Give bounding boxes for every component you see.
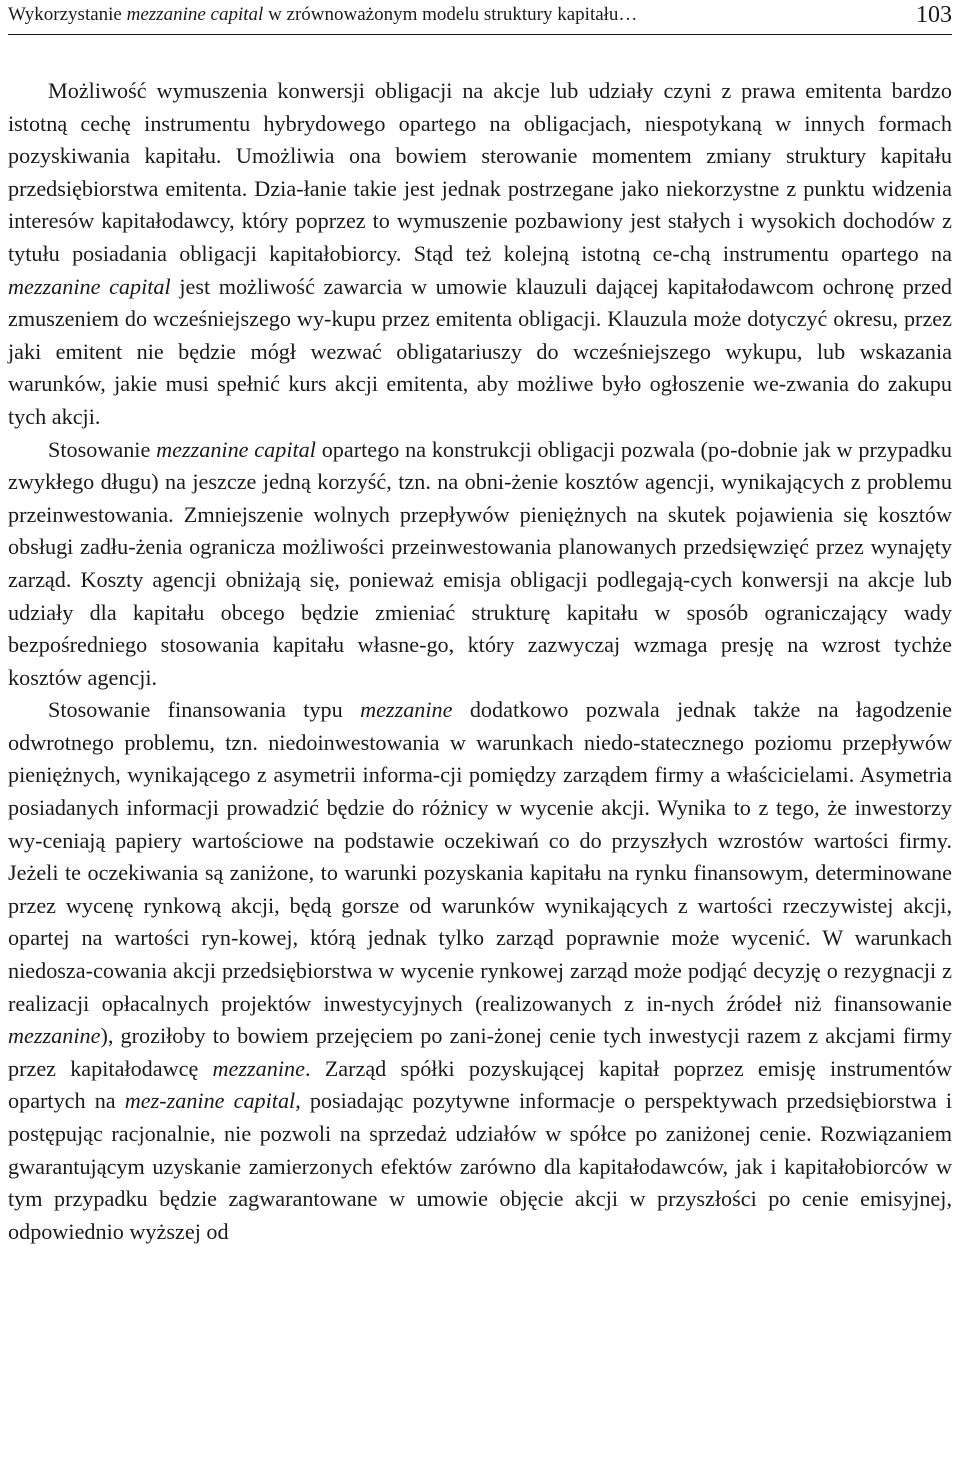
text-run: Stosowanie finansowania typu: [48, 697, 361, 723]
text-run: Możliwość wymuszenia konwersji obligacji na akcje lub udziały czyni z prawa emitenta bardzo istotną cechę instrumentu hybrydowego opartego na obligacjach, niespotykaną w innych formach pozyskiwania kapitału. Umożliwia ona bowiem sterowanie momentem zmiany struktury kapitału przedsiębiorstwa emitenta. Dzia-łanie takie jest jednak postrzegane jako niekorzystne z punktu widzenia interesów kapitałodawcy, który poprzez to wymuszenie pozbawiony jest stałych i wysokich dochodów z tytułu posiadania obligacji kapitałobiorcy. Stąd też kolejną istotną ce-chą instrumentu opartego na: [8, 78, 952, 266]
running-header: [8, 0, 952, 35]
paragraph-3: [8, 694, 952, 1248]
italic-term: mezzanine capital: [8, 273, 171, 299]
paragraph-2: [8, 434, 952, 695]
text-run: jest możliwość zawarcia w umowie klauzuli dającej kapitałodawcom ochronę przed zmuszeniem do wcześniejszego wy-kupu przez emitenta obligacji. Klauzula może dotyczyć okresu, przez jaki emitent nie będzie mógł wezwać obligatariuszy do wcześniejszego wykupu, lub wskazania warunków, jakie musi spełnić kurs akcji emitenta, aby możliwe było ogłoszenie we-zwania do zakupu tych akcji.: [8, 273, 952, 429]
page-number: 103: [916, 2, 952, 28]
italic-term: mezzanine: [8, 1023, 101, 1049]
italic-term: mez-zanine capital: [124, 1088, 296, 1114]
text-run: . Zarząd spółki pozyskującej kapitał poprzez emisję instrumentów opartych na: [8, 1055, 952, 1114]
running-title-text: w zrównoważonym modelu struktury kapitału…: [263, 4, 638, 25]
text-run: Stosowanie: [48, 436, 157, 462]
text-run: dodatkowo pozwala jednak także na łagodzenie odwrotnego problemu, tzn. niedoinwestowania w warunkach niedo-statecznego poziomu przepływów pieniężnych, wynikającego z asymetrii informa-cji pomiędzy zarządem firmy a właścicielami. Asymetria posiadanych informacji prowadzić będzie do różnicy w wycenie akcji. Wynika to z tego, że inwestorzy wy-ceniają papiery wartościowe na podstawie oczekiwań co do przyszłych wzrostów wartości firmy. Jeżeli te oczekiwania są zaniżone, to warunki pozyskania kapitału na rynku finansowym, determinowane przez wycenę rynkową akcji, będą gorsze od warunków wynikających z wartości rzeczywistej akcji, opartej na wartości ryn-kowej, którą jednak tylko zarząd poprawnie może wycenić. W warunkach niedosza-cowania akcji przedsiębiorstwa w wycenie rynkowej zarząd może podjąć decyzję o rezygnacji z realizacji opłacalnych projektów inwestycyjnych (realizowanych z in-nych źródeł niż finansowanie: [8, 697, 953, 1016]
italic-term: mezzanine capital: [156, 436, 316, 462]
running-title-text: Wykorzystanie: [8, 4, 127, 25]
paragraph-1: [8, 75, 952, 434]
text-run: opartego na konstrukcji obligacji pozwala (po-dobnie jak w przypadku zwykłego długu) na jeszcze jedną korzyść, tzn. na obni-żenie kosztów agencji, wynikających z problemu przeinwestowania. Zmniejszenie wolnych przepływów pieniężnych na skutek pojawienia się kosztów obsługi zadłu-żenia ogranicza możliwości przeinwestowania planowanych przedsięwzięć przez wynajęty zarząd. Koszty agencji obniżają się, ponieważ emisja obligacji podlegają-cych konwersji na akcje lub udziały dla kapitału obcego będzie zmieniać strukturę kapitału w sposób ograniczający wady bezpośredniego stosowania kapitału własne-go, który zazwyczaj wzmaga presję na wzrost tychże kosztów agencji.: [8, 436, 952, 690]
text-run: , posiadając pozytywne informacje o perspektywach przedsiębiorstwa i postępując racjonalnie, nie pozwoli na sprzedaż udziałów w spółce po zaniżonej cenie. Rozwiązaniem gwarantującym uzyskanie zamierzonych efektów zarówno dla kapitałodawców, jak i kapitałobiorców w tym przypadku będzie zagwarantowane w umowie objęcie akcji w przyszłości po cenie emisyjnej, odpowiednio wyższej od: [8, 1088, 952, 1244]
text-run: ), groziłoby to bowiem przejęciem po zani-żonej cenie tych inwestycji razem z akcjami firmy przez kapitałodawcę: [8, 1023, 952, 1081]
italic-term: mezzanine: [212, 1055, 305, 1081]
running-title: [8, 0, 637, 30]
body-text: [8, 75, 952, 1248]
running-title-italic: mezzanine capital: [126, 4, 264, 25]
italic-term: mezzanine: [360, 697, 453, 723]
